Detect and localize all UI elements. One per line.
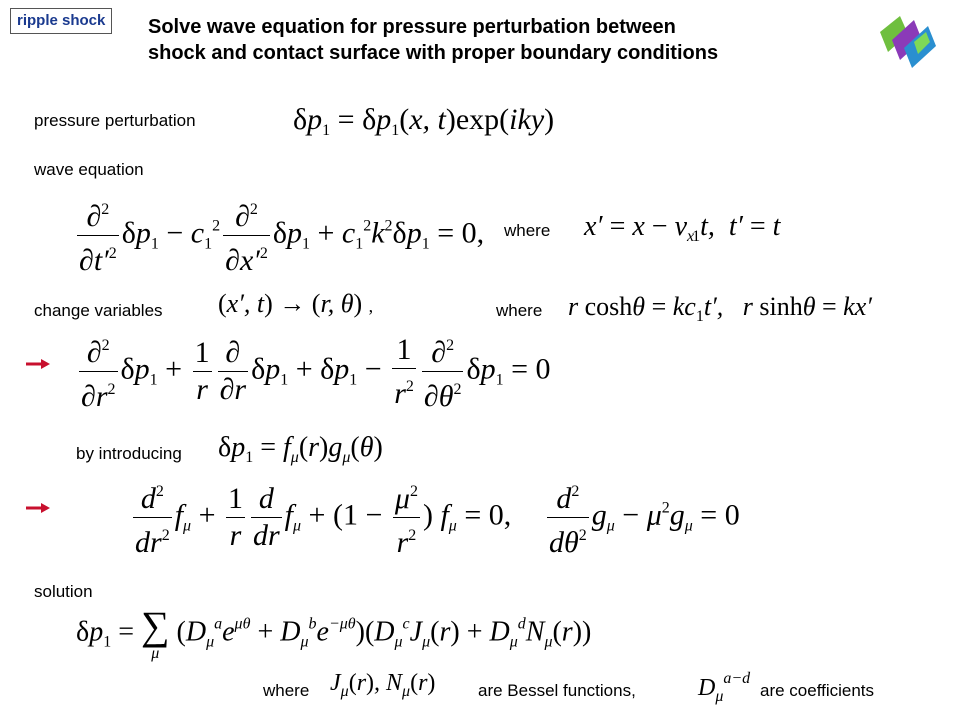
equation-coordinate-transform: $x' = x - v_{x1}t$, t′ = t [584,211,781,245]
slide-title [148,14,718,66]
title-line-1: Solve wave equation for pressure perturbation between [148,16,676,38]
equation-separation: $\delta p_1 = f_\mu(r)g_\mu(\theta)$ [218,432,383,466]
label-pressure-perturbation: pressure perturbation [34,111,196,130]
ribbon-logo-icon [878,12,940,72]
equation-angular: $\frac{d^2}{d\theta^2}$ $g_\mu - \mu^2g_\mu = 0$ [544,474,740,561]
label-change-variables: change variables [34,301,163,320]
right-arrow-icon [26,500,50,516]
equation-wave: $\frac{\partial^2}{\partial t'^2}$ $\delta p_1 - c_1^2$ $\frac{\partial^2}{\partial x'^2}$ $\delta p_1 + c_1^2k^2\delta p_1 = 0$, [74,192,484,279]
label-where-3: where [263,681,310,700]
label-wave-equation: wave equation [34,160,144,179]
label-where-1: where [504,221,551,240]
section-tag: ripple shock [10,8,112,34]
equation-pressure-perturbation: $\delta p_1 = \delta p_1(x$, t)exp(iky) [293,103,555,139]
right-arrow-icon [26,356,50,372]
label-bessel-functions: are Bessel functions, [478,681,636,700]
equation-coefficients: $D_\mu^{a-d}$ [698,670,751,705]
equation-variable-map: (x′, t) → (r, θ) , [218,289,374,318]
equation-solution: $\delta p_1$ = ∑ μ $(D_\mu^ae^{\mu\theta} + D_\mu^be^{-\mu\theta})(D_\mu^cJ_\mu(r) + D_\mu^dN_\mu(r))$ [76,603,592,662]
label-by-introducing: by introducing [76,444,182,463]
equation-polar-wave: $\frac{\partial^2}{\partial r^2}$ $\delta p_1$ + $\frac{1}{r}$ $\frac{\partial}{\partial r}$ $\delta p_1 + \delta p_1$ − $\frac{1}{r^2}$ $\frac{\partial^2}{\partial\theta^2}$ $\delta p_1 = 0$ [76,328,551,415]
title-line-2: shock and contact surface with proper boundary conditions [148,42,719,64]
equation-radial-bessel: $\frac{d^2}{dr^2}$ $f_\mu$ + $\frac{1}{r}$ $\frac{d}{dr}$ $f_\mu + (1$ − $\frac{\mu^2}{r^2}$ ) $f_\mu = 0$, [130,474,511,561]
equation-hyperbolic-relations: r $\cosh\theta = kc_1t'$, r sinhθ = kx′ [568,292,872,325]
equation-bessel-functions: $J_\mu(r)$, $N_\mu(r)$ [330,670,436,700]
label-coefficients: are coefficients [760,681,875,700]
label-where-2: where [496,301,543,320]
label-solution: solution [34,582,93,601]
